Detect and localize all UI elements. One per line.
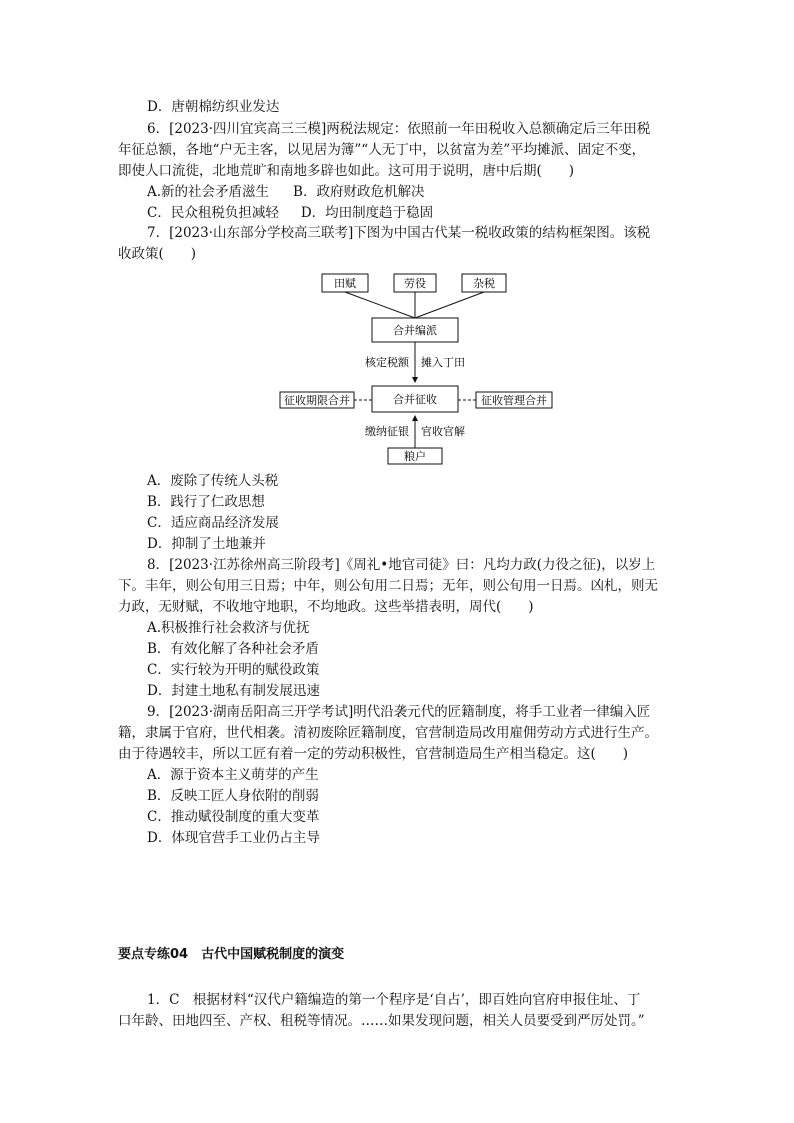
arrow1-right-label: 摊入丁田 [421,356,465,369]
q7-option-b: B．践行了仁政思想 [147,494,265,510]
box-admin-merge-label: 征收管理合并 [481,394,547,407]
q6-stem-line-3: 即使人口流徙，北地荒旷和南地多辟也如此。这可用于说明，唐中后期( ) [118,163,575,179]
box-grain-household-label: 粮户 [404,450,426,463]
q7-option-c: C．适应商品经济发展 [147,515,279,531]
q6-option-a: A.新的社会矛盾滋生 [147,184,270,200]
q8-option-d: D．封建土地私有制发展迅速 [147,683,320,699]
q6-stem-line-2: 年征总额，各地“户无主客，以见居为簿”“人无丁中，以贫富为差”平均摊派、固定不变， [118,142,646,158]
q6-options-row-2 [0,203,794,223]
q8-stem-line-1: 8．[2023·江苏徐州高三阶段考]《周礼•地官司徒》曰：凡均力政(力役之征)，以岁上 [147,557,656,573]
q6-option-b: B．政府财政危机解决 [293,184,425,200]
arrow2-left-label: 缴纳征银 [365,425,409,438]
arrow1-left-label: 核定税额 [365,356,409,369]
q8-stem-line-3: 力政，无财赋，不收地守地职，不均地政。这些举措表明，周代( ) [118,599,534,615]
answer-1-line-2: 口年龄、田地四至、产权、租税等情况。……如果发现问题，相关人员要受到严厉处罚。” [118,1013,645,1029]
q5-option-d: D．唐朝棉纺织业发达 [147,99,280,115]
box-tianfu-label: 田赋 [334,277,356,290]
q6-option-d: D．均田制度趋于稳固 [300,205,434,221]
tax-policy-diagram [270,268,570,468]
q7-option-a: A．废除了传统人头税 [147,473,279,489]
box-merge-collect-label: 合并征收 [393,393,437,406]
answer-section-title: 要点专练04 古代中国赋税制度的演变 [118,947,345,962]
q9-option-c: C．推动赋役制度的重大变革 [147,809,320,825]
q8-option-c: C．实行较为开明的赋役政策 [147,662,320,678]
q6-stem-line-1: 6．[2023·四川宜宾高三三模]两税法规定：依照前一年田税收入总额确定后三年田税 [147,121,651,137]
q7-option-d: D．抑制了土地兼并 [147,536,266,552]
answer-1-line-1: 1．C 根据材料“汉代户籍编造的第一个程序是‘自占’，即百姓向官府申报住址、丁 [147,992,641,1008]
arrow2-right-label: 官收官解 [421,425,465,438]
q7-stem-line-1: 7．[2023·山东部分学校高三联考]下图为中国古代某一税收政策的结构框架图。该税 [147,225,651,241]
box-merge-assign-label: 合并编派 [393,324,437,337]
q6-options-row-1 [0,182,794,202]
q7-stem-line-2: 收政策( ) [118,246,197,262]
q8-stem-line-2: 下。丰年，则公旬用三日焉；中年，则公旬用二日焉；无年，则公旬用一日焉。凶札，则无 [118,578,658,594]
q9-option-a: A．源于资本主义萌芽的产生 [147,767,319,783]
q9-stem-line-3: 由于待遇较丰，所以工匠有着一定的劳动积极性，官营制造局生产相当稳定。这( ) [118,746,629,762]
box-period-merge-label: 征收期限合并 [284,394,350,407]
q9-option-d: D．体现官营手工业仍占主导 [147,830,320,846]
q8-option-a: A.积极推行社会救济与优抚 [147,620,310,636]
q9-stem-line-2: 籍，隶属于官府，世代相袭。清初废除匠籍制度，官营制造局改用雇佣劳动方式进行生产。 [118,725,658,741]
box-zashui-label: 杂税 [473,277,495,290]
q9-option-b: B．反映工匠人身依附的削弱 [147,788,319,804]
q8-option-b: B．有效化解了各种社会矛盾 [147,641,319,657]
box-laoyi-label: 劳役 [404,277,426,290]
q6-option-c: C．民众租税负担减轻 [147,205,279,221]
q9-stem-line-1: 9．[2023·湖南岳阳高三开学考试]明代沿袭元代的匠籍制度，将手工业者一律编入匠 [147,704,651,720]
